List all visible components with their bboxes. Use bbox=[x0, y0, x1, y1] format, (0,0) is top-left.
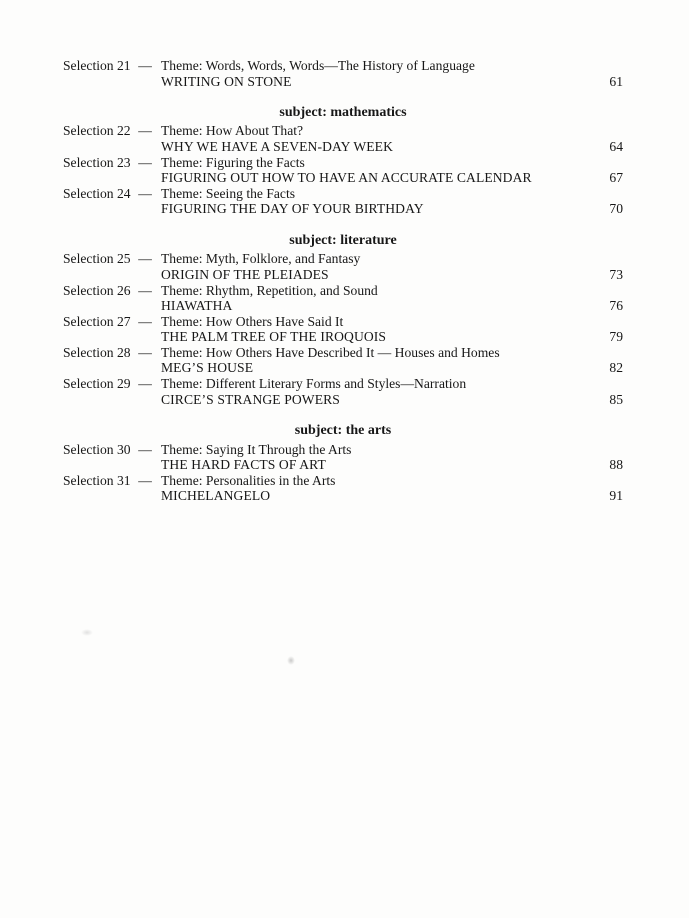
theme-text: Theme: Figuring the Facts bbox=[161, 154, 305, 170]
subject-heading: subject: the arts bbox=[294, 422, 392, 438]
dash-separator: — bbox=[138, 313, 152, 329]
selection-label: Selection 27 bbox=[63, 313, 131, 329]
toc-entry bbox=[63, 473, 623, 504]
theme-text: Theme: How Others Have Described It — Houses and Homes bbox=[161, 344, 500, 360]
selection-label: Selection 21 bbox=[63, 58, 131, 73]
selection-title: THE HARD FACTS OF ART bbox=[161, 457, 326, 473]
dash-separator: — bbox=[138, 154, 152, 170]
theme-text: Theme: How Others Have Said It bbox=[161, 313, 344, 329]
selection-label: Selection 26 bbox=[63, 282, 131, 298]
page-number: 73 bbox=[609, 266, 623, 282]
subject-heading: subject: literature bbox=[289, 232, 397, 248]
dash-separator: — bbox=[138, 441, 152, 457]
dash-separator: — bbox=[138, 251, 152, 267]
selection-title: HIAWATHA bbox=[161, 298, 233, 314]
dash-separator: — bbox=[138, 185, 152, 201]
toc-content bbox=[63, 58, 623, 504]
selection-label: Selection 25 bbox=[63, 251, 131, 267]
selection-label: Selection 23 bbox=[63, 154, 131, 170]
dash-separator: — bbox=[138, 58, 152, 73]
theme-text: Theme: Words, Words, Words—The History of Language bbox=[161, 58, 475, 73]
selection-title: FIGURING THE DAY OF YOUR BIRTHDAY bbox=[161, 201, 424, 217]
page-number: 91 bbox=[609, 488, 623, 504]
selection-title: CIRCE’S STRANGE POWERS bbox=[161, 391, 340, 407]
page-number: 82 bbox=[609, 360, 623, 376]
page-number: 79 bbox=[609, 329, 623, 345]
toc-entry bbox=[63, 345, 623, 376]
selection-title: MEG’S HOUSE bbox=[161, 360, 254, 376]
page-number: 85 bbox=[609, 391, 623, 407]
toc-entry bbox=[63, 283, 623, 314]
selection-title: ORIGIN OF THE PLEIADES bbox=[161, 266, 329, 282]
theme-text: Theme: How About That? bbox=[161, 123, 304, 139]
toc-entry bbox=[63, 155, 623, 186]
page-number: 67 bbox=[609, 170, 623, 186]
toc-entry bbox=[63, 314, 623, 345]
dash-separator: — bbox=[138, 123, 152, 139]
toc-entry bbox=[63, 186, 623, 217]
toc-entry bbox=[63, 251, 623, 282]
subject-heading: subject: mathematics bbox=[279, 104, 407, 120]
toc-entry bbox=[63, 442, 623, 473]
page-number: 64 bbox=[609, 139, 623, 155]
dash-separator: — bbox=[138, 282, 152, 298]
theme-text: Theme: Seeing the Facts bbox=[161, 185, 296, 201]
scan-smudge bbox=[81, 629, 93, 636]
selection-label: Selection 31 bbox=[63, 472, 131, 488]
selection-label: Selection 29 bbox=[63, 376, 131, 392]
toc-entry bbox=[63, 58, 623, 89]
toc-entry bbox=[63, 123, 623, 154]
theme-text: Theme: Rhythm, Repetition, and Sound bbox=[161, 282, 378, 298]
theme-text: Theme: Different Literary Forms and Styles—Narration bbox=[161, 376, 467, 392]
selection-title: MICHELANGELO bbox=[161, 488, 271, 504]
dash-separator: — bbox=[138, 344, 152, 360]
selection-title: WHY WE HAVE A SEVEN-DAY WEEK bbox=[161, 139, 393, 155]
selection-title: WRITING ON STONE bbox=[161, 73, 292, 89]
theme-text: Theme: Myth, Folklore, and Fantasy bbox=[161, 251, 361, 267]
selection-label: Selection 22 bbox=[63, 123, 131, 139]
selection-label: Selection 28 bbox=[63, 344, 131, 360]
page-number: 88 bbox=[609, 457, 623, 473]
theme-text: Theme: Personalities in the Arts bbox=[161, 472, 336, 488]
dash-separator: — bbox=[138, 376, 152, 392]
page-number: 70 bbox=[609, 201, 623, 217]
selection-title: THE PALM TREE OF THE IROQUOIS bbox=[161, 329, 387, 345]
page-number: 76 bbox=[609, 298, 623, 314]
dash-separator: — bbox=[138, 472, 152, 488]
theme-text: Theme: Saying It Through the Arts bbox=[161, 441, 352, 457]
toc-entry bbox=[63, 376, 623, 407]
selection-label: Selection 24 bbox=[63, 185, 131, 201]
scan-smudge bbox=[287, 656, 295, 665]
selection-label: Selection 30 bbox=[63, 441, 131, 457]
selection-title: FIGURING OUT HOW TO HAVE AN ACCURATE CALENDAR bbox=[161, 170, 532, 186]
page-number: 61 bbox=[609, 73, 623, 89]
